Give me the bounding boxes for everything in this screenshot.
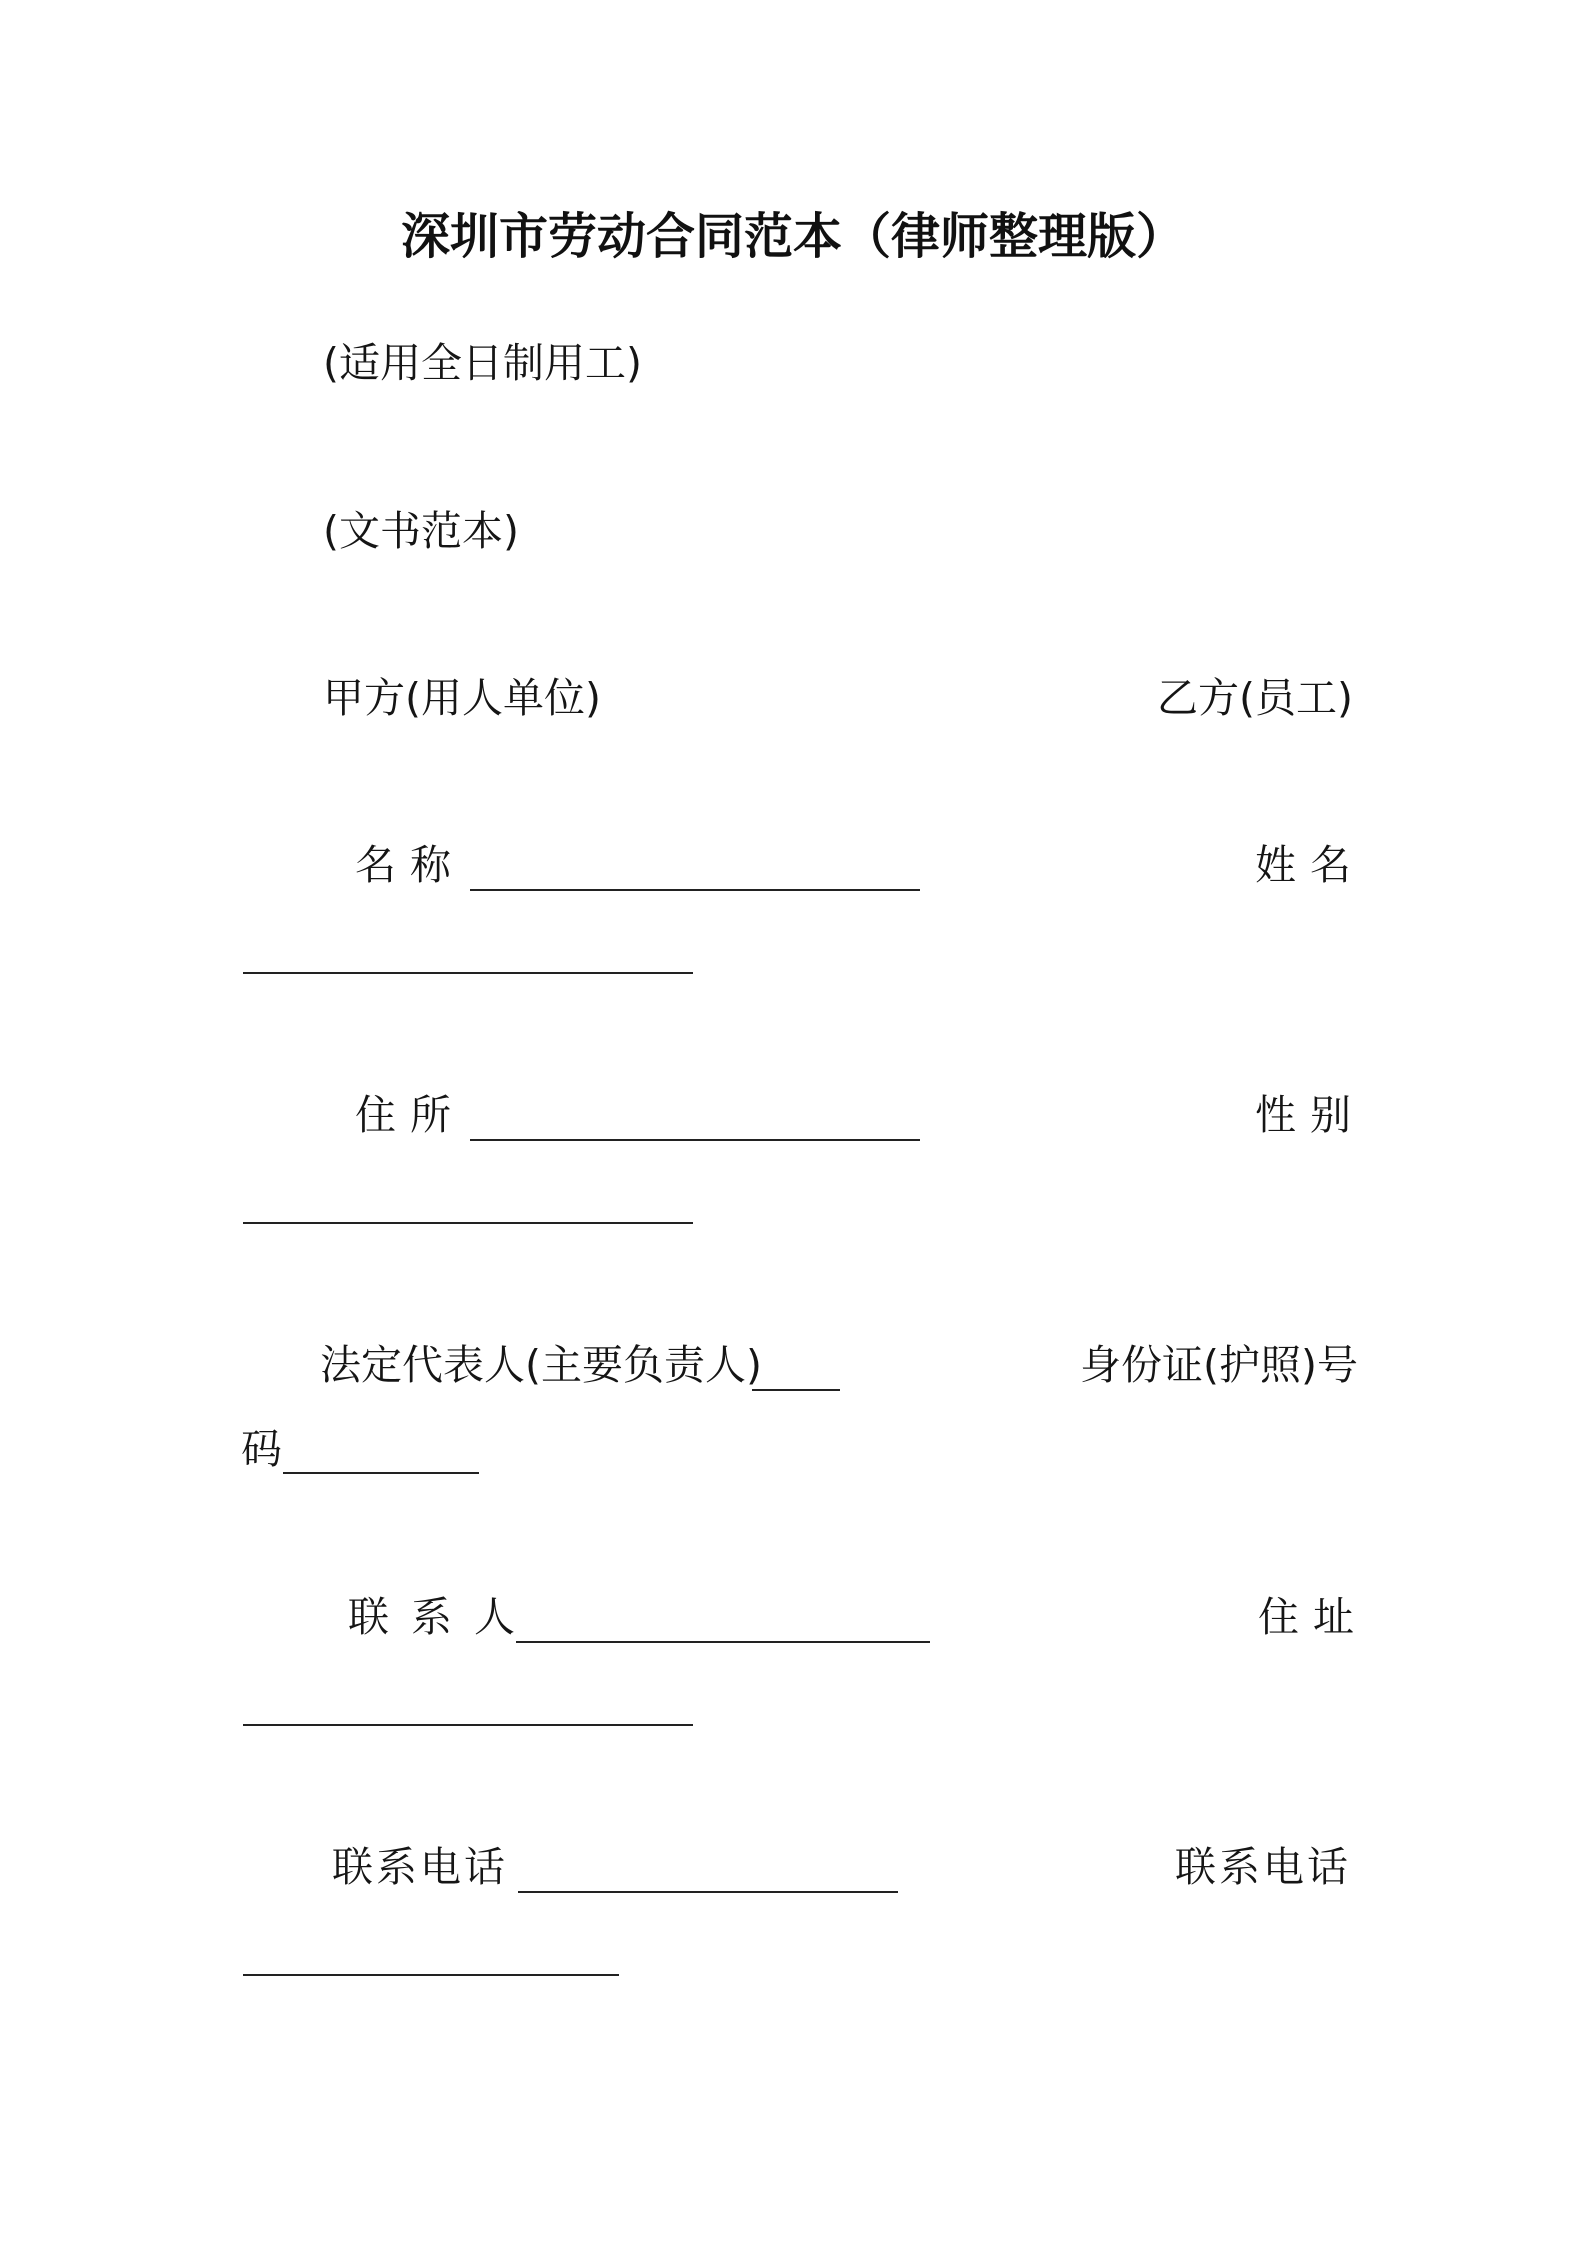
party-b-name-field[interactable] — [243, 972, 693, 974]
party-b-address-label: 住址 — [1258, 1593, 1368, 1641]
party-b-name-label: 姓名 — [1255, 841, 1365, 889]
party-a-legal-rep-field[interactable] — [752, 1389, 840, 1391]
party-a-phone-label: 联系电话 — [332, 1843, 508, 1891]
document-title: 深圳市劳动合同范本（律师整理版） — [400, 208, 1185, 265]
party-b-phone-field[interactable] — [243, 1974, 619, 1976]
party-a-contact-field[interactable] — [516, 1641, 930, 1643]
party-a-legal-rep-label: 法定代表人(主要负责人) — [320, 1341, 762, 1389]
party-a-phone-field[interactable] — [518, 1891, 898, 1893]
party-b-heading: 乙方(员工) — [1157, 674, 1353, 722]
party-b-address-field[interactable] — [243, 1724, 693, 1726]
party-b-gender-field[interactable] — [243, 1222, 693, 1224]
party-b-gender-label: 性别 — [1255, 1091, 1365, 1139]
party-b-id-label-cont: 码 — [241, 1425, 282, 1473]
party-b-phone-label: 联系电话 — [1175, 1843, 1351, 1891]
party-b-id-field[interactable] — [283, 1472, 479, 1474]
party-a-address-field[interactable] — [470, 1139, 920, 1141]
party-a-address-label: 住所 — [355, 1091, 465, 1139]
party-a-name-label: 名称 — [355, 841, 465, 889]
party-b-id-label: 身份证(护照)号 — [1080, 1341, 1358, 1389]
document-type-note: (文书范本) — [323, 507, 519, 555]
scope-note: (适用全日制用工) — [323, 339, 642, 387]
party-a-contact-label: 联系人 — [348, 1593, 537, 1641]
party-a-heading: 甲方(用人单位) — [323, 674, 601, 722]
party-a-name-field[interactable] — [470, 889, 920, 891]
